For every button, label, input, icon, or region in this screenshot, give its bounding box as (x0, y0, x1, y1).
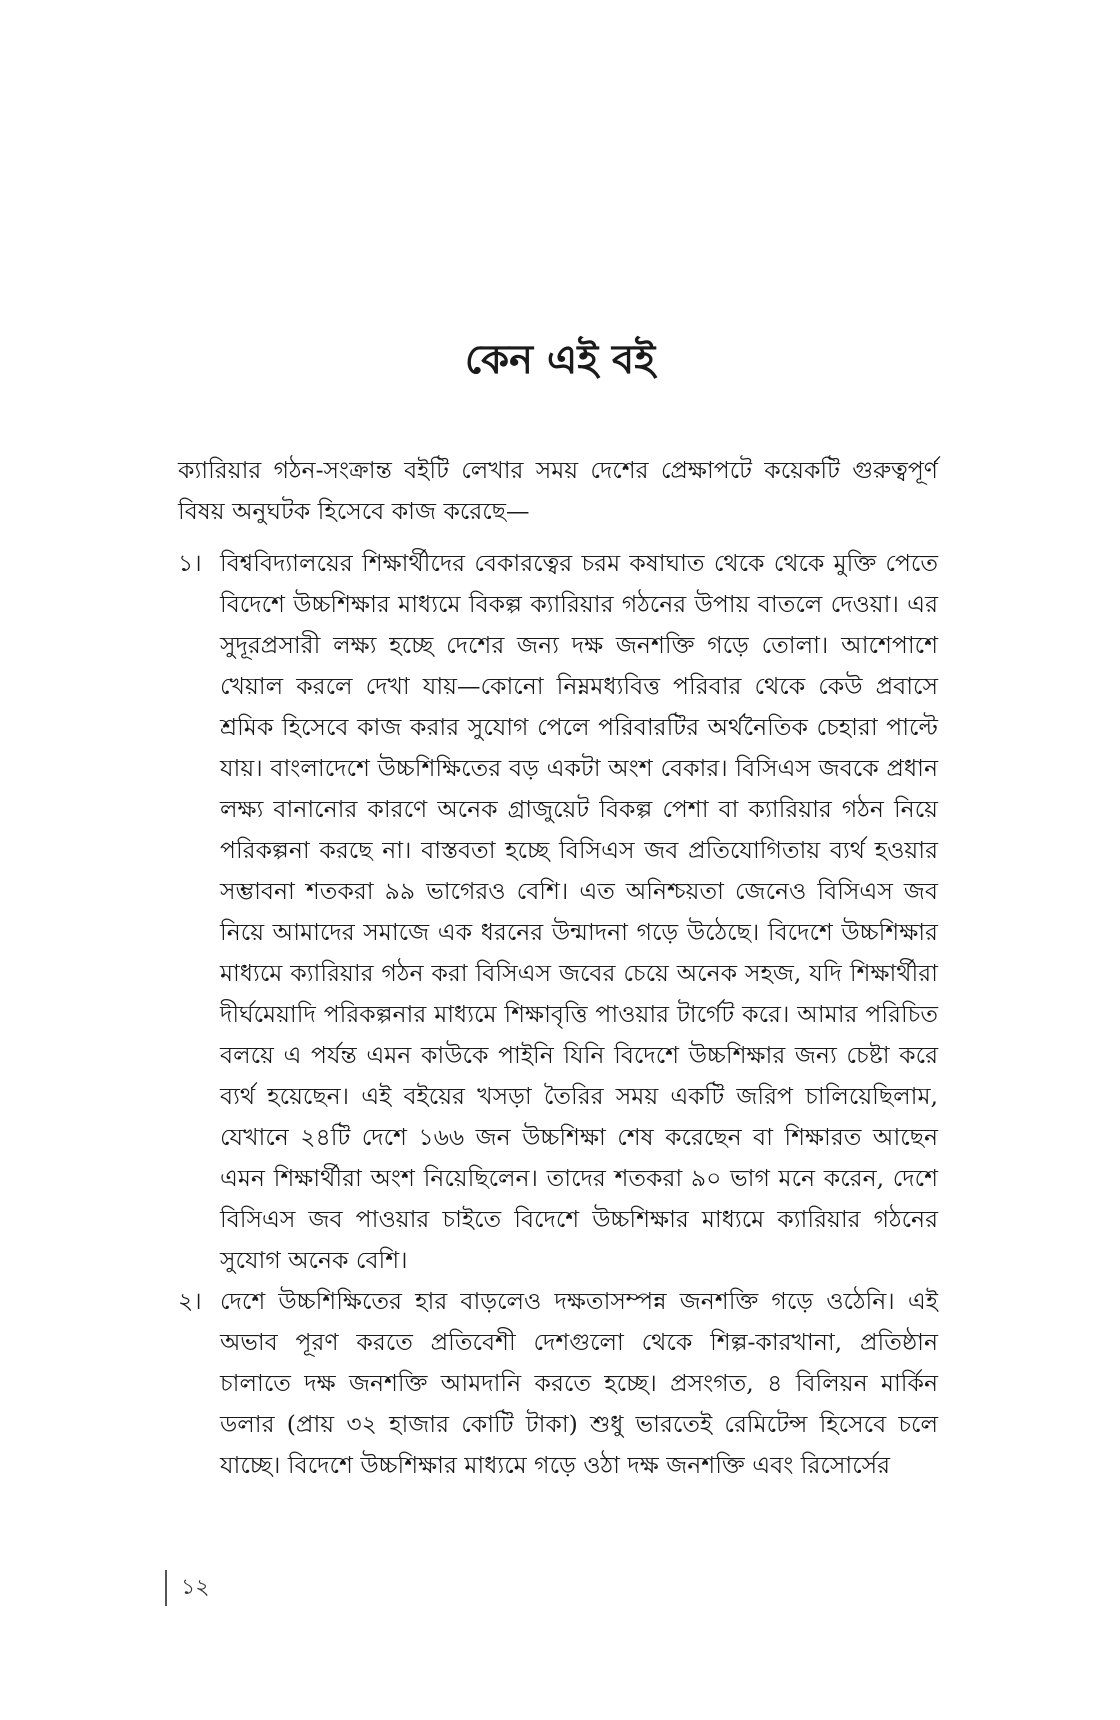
list-item-text: বিশ্ববিদ্যালয়ের শিক্ষার্থীদের বেকারত্বের চরম কষাঘাত থেকে থেকে মুক্তি পেতে বিদেশে উচ্চশিক্ষার মাধ্যমে বিকল্প ক্যারিয়ার গঠনের উপায় বাতলে দেওয়া। এর সুদূরপ্রসারী লক্ষ্য হচ্ছে দেশের জন্য দক্ষ জনশক্তি গড়ে তোলা। আশেপাশে খেয়াল করলে দেখা যায়—কোনো নিম্নমধ্যবিত্ত পরিবার থেকে কেউ প্রবাসে শ্রমিক হিসেবে কাজ করার সুযোগ পেলে পরিবারটির অর্থনৈতিক চেহারা পাল্টে যায়। বাংলাদেশে উচ্চশিক্ষিতের বড় একটা অংশ বেকার। বিসিএস জবকে প্রধান লক্ষ্য বানানোর কারণে অনেক গ্রাজুয়েট বিকল্প পেশা বা ক্যারিয়ার গঠন নিয়ে পরিকল্পনা করছে না। বাস্তবতা হচ্ছে বিসিএস জব প্রতিযোগিতায় ব্যর্থ হওয়ার সম্ভাবনা শতকরা ৯৯ ভাগেরও বেশি। এত অনিশ্চয়তা জেনেও বিসিএস জব নিয়ে আমাদের সমাজে এক ধরনের উন্মাদনা গড়ে উঠেছে। বিদেশে উচ্চশিক্ষার মাধ্যমে ক্যারিয়ার গঠন করা বিসিএস জবের চেয়ে অনেক সহজ, যদি শিক্ষার্থীরা দীর্ঘমেয়াদি পরিকল্পনার মাধ্যমে শিক্ষাবৃত্তি পাওয়ার টার্গেট করে। আমার পরিচিত বলয়ে এ পর্যন্ত এমন কাউকে পাইনি যিনি বিদেশে উচ্চশিক্ষার জন্য চেষ্টা করে ব্যর্থ হয়েছেন। এই বইয়ের খসড়া তৈরির সময় একটি জরিপ চালিয়েছিলাম, যেখানে ২৪টি দেশে ১৬৬ জন উচ্চশিক্ষা শেষ করেছেন বা শিক্ষারত আছেন এমন শিক্ষার্থীরা অংশ নিয়েছিলেন। তাদের শতকরা ৯০ ভাগ মনে করেন, দেশে বিসিএস জব পাওয়ার চাইতে বিদেশে উচ্চশিক্ষার মাধ্যমে ক্যারিয়ার গঠনের সুযোগ অনেক বেশি। (220, 549, 938, 1274)
chapter-title: কেন এই বই (464, 336, 656, 383)
folio-rule (165, 1570, 167, 1606)
numbered-list (178, 543, 938, 1486)
list-item-text: দেশে উচ্চশিক্ষিতের হার বাড়লেও দক্ষতাসম্পন্ন জনশক্তি গড়ে ওঠেনি। এই অভাব পূরণ করতে প্রতিবেশী দেশগুলো থেকে শিল্প-কারখানা, প্রতিষ্ঠান চালাতে দক্ষ জনশক্তি আমদানি করতে হচ্ছে। প্রসংগত, ৪ বিলিয়ন মার্কিন ডলার (প্রায় ৩২ হাজার কোটি টাকা) শুধু ভারতেই রেমিটেন্স হিসেবে চলে যাচ্ছে। বিদেশে উচ্চশিক্ষার মাধ্যমে গড়ে ওঠা দক্ষ জনশক্তি এবং রিসোর্সের (220, 1287, 938, 1479)
intro-paragraph: ক্যারিয়ার গঠন-সংক্রান্ত বইটি লেখার সময় দেশের প্রেক্ষাপটে কয়েকটি গুরুত্বপূর্ণ বিষয় অনুঘটক হিসেবে কাজ করেছে— (178, 456, 938, 525)
page-number: ১২ (181, 1574, 210, 1600)
list-item-number: ২। (178, 1287, 202, 1315)
page-footer (165, 1570, 210, 1606)
list-item (178, 1281, 938, 1486)
list-item-number: ১। (178, 549, 202, 577)
list-item (178, 543, 938, 1281)
